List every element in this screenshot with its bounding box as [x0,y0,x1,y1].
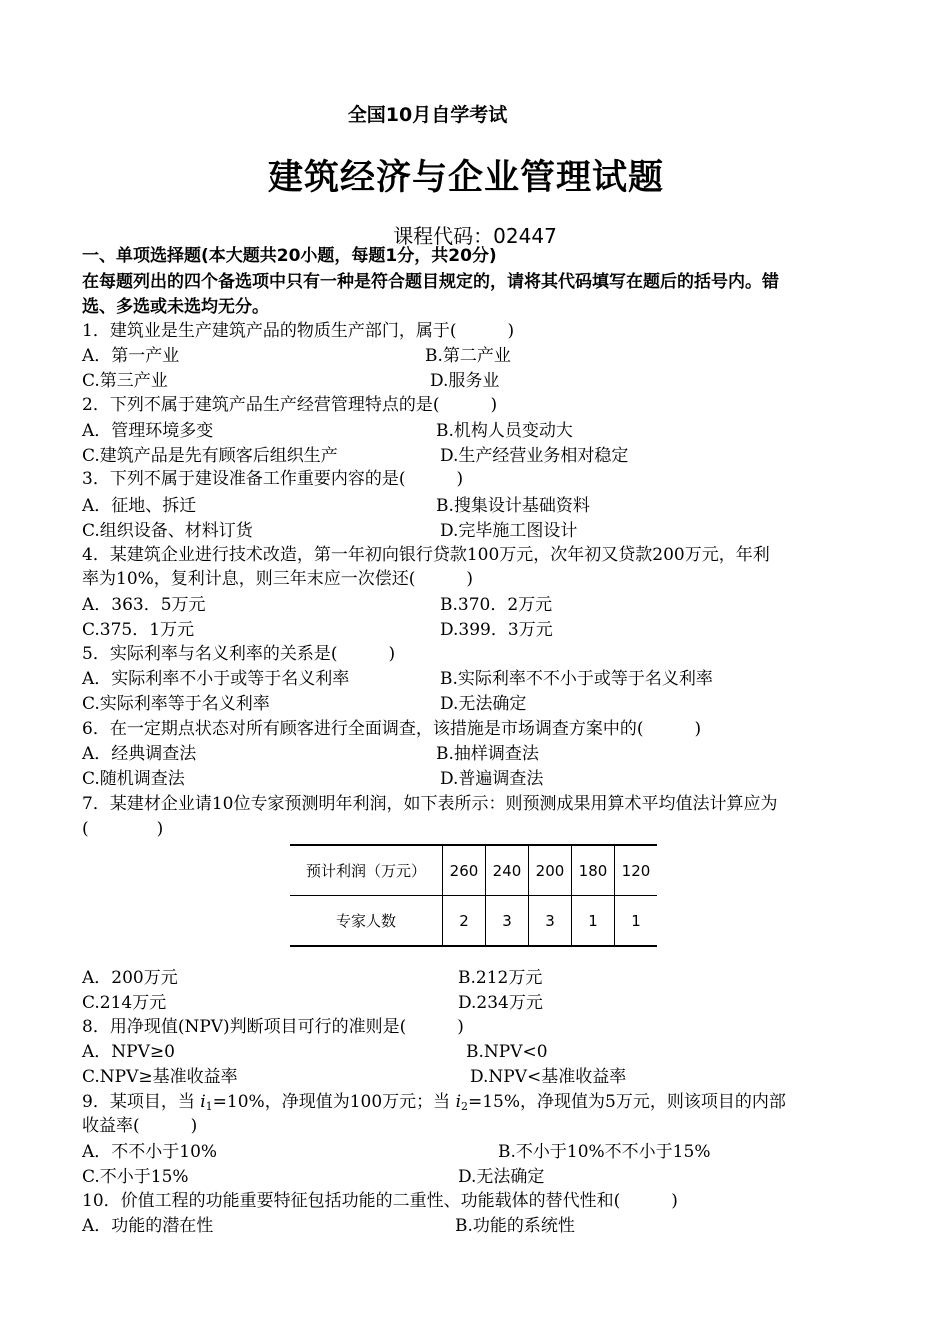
option-b: B.机构人员变动大 [436,421,573,441]
option-d: D.生产经营业务相对稳定 [440,446,629,466]
table-row [290,845,657,896]
page-title: 建筑经济与企业管理试题 [267,158,664,198]
option-c: C.NPV≥基准收益率 [82,1067,238,1087]
option-a: A．363．5万元 [82,595,206,615]
option-d: D.普遍调查法 [440,769,544,789]
option-b: B.不小于10%不不小于15% [498,1142,711,1162]
table-cell: 1 [572,896,615,947]
option-c: C.214万元 [82,993,167,1013]
table-cell: 120 [615,845,658,896]
table-cell: 3 [486,896,529,947]
question-stem: 10．价值工程的功能重要特征包括功能的二重性、功能载体的替代性和( ) [82,1191,678,1211]
option-b: B.抽样调查法 [436,744,539,764]
question-stem-cont: 率为10%，复利计息，则三年末应一次偿还( ) [82,569,474,589]
option-d: D.234万元 [458,993,543,1013]
table-cell: 260 [443,845,486,896]
option-c: C.随机调查法 [82,769,185,789]
option-d: D.服务业 [430,371,500,391]
section-instruction-cont: 选、多选或未选均无分。 [82,297,269,317]
option-d: D.NPV<基准收益率 [470,1067,627,1087]
option-b: B.370．2万元 [440,595,553,615]
option-d: D.399．3万元 [440,620,553,640]
question-stem: 4．某建筑企业进行技术改造，第一年初向银行贷款100万元，次年初又贷款200万元，年利 [82,545,770,565]
section-heading: 一、单项选择题(本大题共20小题，每题1分，共20分) [82,246,497,266]
option-d: D.无法确定 [440,694,527,714]
option-d: D.无法确定 [458,1167,545,1187]
question-stem: 2．下列不属于建筑产品生产经营管理特点的是( ) [82,395,498,415]
option-a: A．功能的潜在性 [82,1216,214,1236]
table-cell: 240 [486,845,529,896]
option-d: D.完毕施工图设计 [440,521,578,541]
question-stem: 5．实际利率与名义利率的关系是( ) [82,644,396,664]
option-a: A．NPV≥0 [82,1042,175,1062]
question-stem-cont: 收益率( ) [82,1116,198,1136]
table-cell: 2 [443,896,486,947]
table-header-cell: 预计利润（万元） [290,845,443,896]
option-a: A．第一产业 [82,346,180,366]
section-instruction: 在每题列出的四个备选项中只有一种是符合题目规定的，请将其代码填写在题后的括号内。错 [82,272,779,292]
profit-forecast-table [290,844,657,947]
option-a: A．经典调查法 [82,744,197,764]
option-b: B.第二产业 [425,346,511,366]
table-cell: 180 [572,845,615,896]
option-c: C.组织设备、材料订货 [82,521,253,541]
table-row [290,896,657,947]
table-cell: 1 [615,896,658,947]
option-a: A．管理环境多变 [82,421,214,441]
option-c: C.不小于15% [82,1167,189,1187]
question-stem: 6．在一定期点状态对所有顾客进行全面调查，该措施是市场调查方案中的( ) [82,719,702,739]
option-c: C.375．1万元 [82,620,195,640]
table-cell: 3 [529,896,572,947]
option-a: A．200万元 [82,968,178,988]
table-cell: 200 [529,845,572,896]
question-stem: 9．某项目，当 $i_1=10\%$，净现值为100万元；当 $i_2=15\%$，净现值为5万元，则该项目的内部 [82,1092,786,1113]
option-b: B.实际利率不不小于或等于名义利率 [440,669,713,689]
option-b: B.NPV<0 [466,1042,548,1062]
question-stem: 3．下列不属于建设准备工作重要内容的是( ) [82,469,464,489]
option-c: C.建筑产品是先有顾客后组织生产 [82,446,338,466]
table-header-cell: 专家人数 [290,896,443,947]
option-c: C.第三产业 [82,371,168,391]
option-a: A．实际利率不小于或等于名义利率 [82,669,350,689]
exam-subtitle: 全国10月自学考试 [347,104,508,126]
option-b: B.功能的系统性 [455,1216,575,1236]
option-b: B.212万元 [458,968,543,988]
question-stem: 7．某建材企业请10位专家预测明年利润，如下表所示：则预测成果用算术平均值法计算应为 [82,794,778,814]
option-c: C.实际利率等于名义利率 [82,694,270,714]
question-stem: 8．用净现值(NPV)判断项目可行的准则是( ) [82,1017,464,1037]
question-stem-cont: ( ) [82,819,164,839]
option-b: B.搜集设计基础资料 [436,496,590,516]
question-stem: 1．建筑业是生产建筑产品的物质生产部门，属于( ) [82,321,515,341]
course-code: 课程代码：02447 [393,224,557,248]
option-a: A．不不小于10% [82,1142,218,1162]
option-a: A．征地、拆迁 [82,496,197,516]
